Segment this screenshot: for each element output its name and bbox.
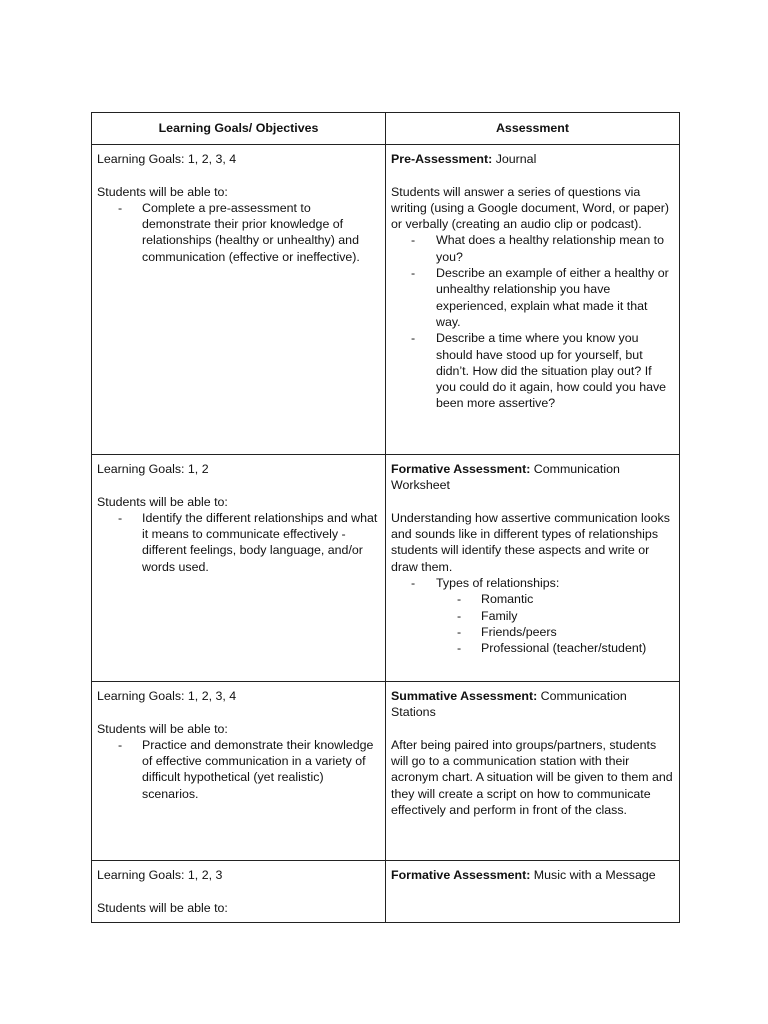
assessment-cell — [386, 682, 680, 861]
students-able-line: Students will be able to: — [97, 721, 228, 736]
learning-goals-line: Learning Goals: 1, 2, 3, 4 — [97, 689, 237, 703]
assessment-description: After being paired into groups/partners, students will go to a communication station with their acronym chart. A situation will be given to them and they will create a script on how to communicate effectively and perform in front of the class. — [391, 737, 673, 818]
header-assessment: Assessment — [386, 113, 680, 145]
assessment-name: Communication Stations — [391, 689, 627, 720]
goal-item: - Identify the different relationships and what it means to communicate effectively - different feelings, body language, and/or words used. — [97, 510, 380, 575]
assessment-title — [391, 867, 674, 883]
assessment-title — [391, 688, 674, 721]
relationship-type-item: - Professional (teacher/student) — [391, 640, 674, 656]
assessment-item: - Describe a time where you know you should have stood up for yourself, but didn’t. How did the situation play out? If you could do it again, how could you have been more assertive? — [391, 330, 674, 411]
assessment-name: Journal — [492, 152, 537, 166]
assessment-type-label: Summative Assessment: — [391, 689, 538, 703]
table-row — [92, 145, 680, 455]
students-able-line: Students will be able to: — [97, 184, 228, 199]
assessment-item: - What does a healthy relationship mean to you? — [391, 232, 674, 265]
assessment-title — [391, 151, 674, 167]
table-header-row — [92, 113, 680, 145]
assessment-cell — [386, 455, 680, 682]
table-row — [92, 861, 680, 923]
table-row — [92, 682, 680, 861]
assessment-type-label: Formative Assessment: — [391, 462, 531, 476]
goals-cell — [92, 861, 386, 923]
header-learning-goals: Learning Goals/ Objectives — [92, 113, 386, 145]
assessment-cell — [386, 861, 680, 923]
assessment-description: Understanding how assertive communication looks and sounds like in different types of relationships students will identify these aspects and write or draw them. — [391, 510, 670, 574]
goals-cell — [92, 145, 386, 455]
goal-item: - Complete a pre-assessment to demonstrate their prior knowledge of relationships (healthy or unhealthy) and communication (effective or ineffective). — [97, 200, 380, 265]
goal-item: - Practice and demonstrate their knowledge of effective communication in a variety of difficult hypothetical (yet realistic) scenarios. — [97, 737, 380, 802]
assessment-description: Students will answer a series of questions via writing (using a Google document, Word, or paper) or verbally (creating an audio clip or podcast). — [391, 184, 670, 232]
relationship-type-item: - Family — [391, 608, 674, 624]
assessment-title — [391, 461, 674, 494]
learning-goals-line: Learning Goals: 1, 2, 3, 4 — [97, 152, 237, 166]
assessment-item: - Types of relationships: — [391, 575, 674, 591]
assessment-name: Communication Worksheet — [391, 462, 620, 493]
learning-goals-line: Learning Goals: 1, 2 — [97, 462, 209, 476]
goals-cell — [92, 455, 386, 682]
assessment-cell — [386, 145, 680, 455]
learning-goals-line: Learning Goals: 1, 2, 3 — [97, 868, 223, 882]
lesson-plan-table — [91, 112, 680, 923]
students-able-line: Students will be able to: — [97, 900, 228, 915]
assessment-item: - Describe an example of either a healthy or unhealthy relationship you have experienced, explain what made it that way. — [391, 265, 674, 330]
goals-cell — [92, 682, 386, 861]
relationship-type-item: - Romantic — [391, 591, 674, 607]
relationship-type-item: - Friends/peers — [391, 624, 674, 640]
students-able-line: Students will be able to: — [97, 494, 228, 509]
table-row — [92, 455, 680, 682]
assessment-type-label: Pre-Assessment: — [391, 152, 493, 166]
assessment-name: Music with a Message — [530, 868, 656, 882]
assessment-type-label: Formative Assessment: — [391, 868, 531, 882]
